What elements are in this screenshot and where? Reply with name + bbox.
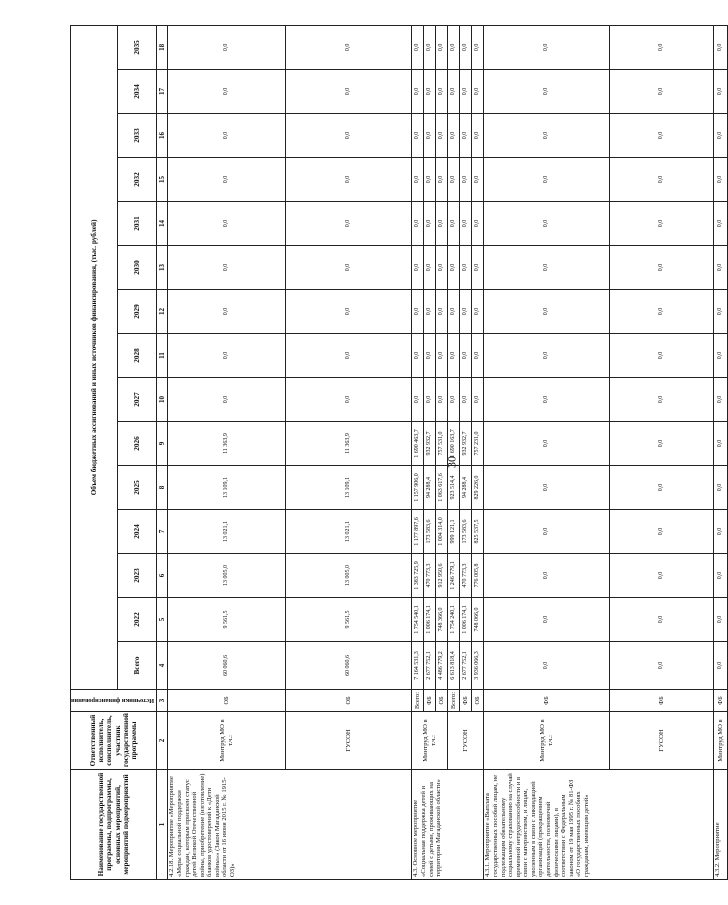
amount-year: 0,0 <box>484 466 610 510</box>
amount-year: 0,0 <box>412 25 424 69</box>
amount-year: 1 177 897,6 <box>412 510 424 554</box>
column-index: 9 <box>157 422 168 466</box>
amount-year: 748 066,0 <box>472 598 484 642</box>
column-index: 12 <box>157 290 168 334</box>
amount-year: 0,0 <box>714 290 728 334</box>
amount-year: 0,0 <box>484 378 610 422</box>
header-source: Источники финансирования <box>71 690 157 712</box>
amount-year: 0,0 <box>472 70 484 114</box>
amount-year: 0,0 <box>286 114 412 158</box>
header-year: 2028 <box>117 334 157 378</box>
header-total: Всего <box>117 642 157 690</box>
column-index: 1 <box>157 770 168 880</box>
financing-table <box>70 25 728 880</box>
amount-total: 60 060,6 <box>168 642 286 690</box>
amount-year: 0,0 <box>460 378 472 422</box>
amount-year: 999 121,1 <box>448 510 460 554</box>
amount-year: 0,0 <box>424 202 436 246</box>
amount-year: 0,0 <box>448 202 460 246</box>
amount-year: 0,0 <box>424 334 436 378</box>
amount-year: 0,0 <box>714 114 728 158</box>
amount-year: 1 246 779,1 <box>448 554 460 598</box>
amount-year: 825 537,5 <box>472 510 484 554</box>
amount-year: 0,0 <box>436 378 448 422</box>
responsible-executor: Минтруд МО в т.ч.: <box>412 712 448 770</box>
amount-year: 0,0 <box>484 290 610 334</box>
amount-year: 0,0 <box>714 334 728 378</box>
amount-year: 13 005,0 <box>286 554 412 598</box>
measure-name: 4.2.18. Мероприятие «Мероприятие «Меры социальной поддержки граждан, которым присвоен статус детей Великой Отечественной войны, приобретение (изготовление) бланков удостоверений к «Дети войны»» (Закон Магаданской области от 16 июня 2015 г. № 1915-ОЗ)» <box>168 770 412 880</box>
amount-year: 0,0 <box>472 378 484 422</box>
amount-total: 6 613 818,4 <box>448 642 460 690</box>
amount-year: 0,0 <box>472 25 484 69</box>
amount-year: 0,0 <box>714 422 728 466</box>
amount-total: 0,0 <box>714 642 728 690</box>
amount-year: 0,0 <box>424 378 436 422</box>
amount-year: 829 226,0 <box>472 466 484 510</box>
responsible-executor: Минтруд МО в т.ч.: <box>484 712 610 770</box>
table-row <box>168 25 286 879</box>
column-index: 6 <box>157 554 168 598</box>
funding-source: Всего: <box>448 690 460 712</box>
column-index: 18 <box>157 25 168 69</box>
amount-year: 0,0 <box>460 25 472 69</box>
amount-year: 0,0 <box>460 114 472 158</box>
amount-year: 1 754 240,1 <box>448 598 460 642</box>
amount-year: 0,0 <box>286 202 412 246</box>
amount-year: 13 109,1 <box>286 466 412 510</box>
funding-source: ОБ <box>436 690 448 712</box>
amount-year: 173 583,6 <box>460 510 472 554</box>
column-index: 17 <box>157 70 168 114</box>
amount-year: 0,0 <box>714 554 728 598</box>
amount-year: 0,0 <box>472 334 484 378</box>
amount-year: 0,0 <box>412 290 424 334</box>
amount-year: 0,0 <box>484 114 610 158</box>
amount-year: 0,0 <box>286 70 412 114</box>
funding-source: Всего: <box>412 690 424 712</box>
amount-year: 0,0 <box>424 158 436 202</box>
responsible-executor: ГУСОН <box>286 712 412 770</box>
amount-year: 912 950,6 <box>436 554 448 598</box>
amount-year: 0,0 <box>436 114 448 158</box>
amount-year: 0,0 <box>610 114 714 158</box>
amount-year: 0,0 <box>610 554 714 598</box>
amount-year: 11 363,9 <box>168 422 286 466</box>
amount-year: 0,0 <box>484 202 610 246</box>
amount-year: 0,0 <box>714 246 728 290</box>
amount-year: 0,0 <box>436 70 448 114</box>
amount-year: 0,0 <box>460 334 472 378</box>
amount-year: 0,0 <box>484 25 610 69</box>
amount-year: 1 157 906,0 <box>412 466 424 510</box>
header-responsible: Ответственный исполнитель, соисполнитель, участник государственной программы <box>71 712 157 770</box>
responsible-executor: Минтруд МО в т.ч.: <box>168 712 286 770</box>
amount-year: 1 063 617,6 <box>436 466 448 510</box>
amount-year: 0,0 <box>168 246 286 290</box>
amount-year: 0,0 <box>448 70 460 114</box>
amount-year: 0,0 <box>472 290 484 334</box>
amount-year: 0,0 <box>472 202 484 246</box>
amount-year: 0,0 <box>424 70 436 114</box>
amount-year: 0,0 <box>714 510 728 554</box>
amount-year: 1 754 540,1 <box>412 598 424 642</box>
amount-year: 0,0 <box>412 202 424 246</box>
amount-year: 0,0 <box>484 158 610 202</box>
amount-total: 2 677 752,1 <box>460 642 472 690</box>
amount-year: 1 006 174,1 <box>460 598 472 642</box>
amount-year: 0,0 <box>714 25 728 69</box>
header-year: 2022 <box>117 598 157 642</box>
funding-source: ОБ <box>168 690 286 712</box>
amount-year: 0,0 <box>436 25 448 69</box>
header-year: 2029 <box>117 290 157 334</box>
amount-total: 7 164 531,3 <box>412 642 424 690</box>
amount-year: 0,0 <box>484 422 610 466</box>
amount-year: 0,0 <box>168 202 286 246</box>
amount-year: 0,0 <box>484 246 610 290</box>
amount-year: 776 005,8 <box>472 554 484 598</box>
table-row <box>448 25 460 879</box>
column-index: 3 <box>157 690 168 712</box>
amount-year: 0,0 <box>412 158 424 202</box>
amount-year: 0,0 <box>610 290 714 334</box>
amount-year: 0,0 <box>168 158 286 202</box>
amount-year: 11 363,9 <box>286 422 412 466</box>
header-year: 2023 <box>117 554 157 598</box>
amount-year: 748 366,0 <box>436 598 448 642</box>
amount-year: 94 288,4 <box>424 466 436 510</box>
amount-year: 0,0 <box>168 334 286 378</box>
amount-year: 13 005,0 <box>168 554 286 598</box>
amount-year: 0,0 <box>714 158 728 202</box>
amount-year: 0,0 <box>610 334 714 378</box>
amount-year: 0,0 <box>448 158 460 202</box>
measure-name: 4.3.1. Мероприятие «Выплата государственных пособий лицам, не подлежащим обязательному социальному страхованию на случай временной нетрудоспособности и в связи с материнством, и лицам, уволенным в связи с ликвидацией организаций (прекращением деятельности, полномочий физическими лицами), в соответствии с Федеральным законом от 19 мая 1995 г. № 81-ФЗ «О государственных пособиях гражданам, имеющим детей» <box>484 770 714 880</box>
amount-year: 0,0 <box>286 334 412 378</box>
amount-year: 0,0 <box>460 70 472 114</box>
funding-source: ФБ <box>424 690 436 712</box>
amount-year: 0,0 <box>484 510 610 554</box>
amount-year: 94 288,4 <box>460 466 472 510</box>
header-volume: Объем бюджетных ассигнований и иных источников финансирования, (тыс. рублей) <box>71 25 118 689</box>
amount-year: 0,0 <box>424 25 436 69</box>
column-index: 13 <box>157 246 168 290</box>
amount-year: 0,0 <box>610 202 714 246</box>
column-index: 16 <box>157 114 168 158</box>
amount-year: 1 690 463,7 <box>412 422 424 466</box>
amount-total: 2 677 752,1 <box>424 642 436 690</box>
amount-year: 13 021,1 <box>168 510 286 554</box>
amount-year: 0,0 <box>610 510 714 554</box>
amount-year: 1 004 314,0 <box>436 510 448 554</box>
amount-year: 0,0 <box>472 246 484 290</box>
amount-year: 0,0 <box>436 202 448 246</box>
amount-year: 0,0 <box>484 598 610 642</box>
table-row <box>286 25 412 879</box>
amount-year: 9 561,5 <box>168 598 286 642</box>
header-year: 2031 <box>117 202 157 246</box>
responsible-executor: ГУСОН <box>610 712 714 770</box>
amount-year: 0,0 <box>472 158 484 202</box>
amount-year: 0,0 <box>714 466 728 510</box>
amount-year: 0,0 <box>460 246 472 290</box>
table-row <box>610 25 714 879</box>
funding-source: ФБ <box>714 690 728 712</box>
column-index: 10 <box>157 378 168 422</box>
amount-year: 173 583,6 <box>424 510 436 554</box>
amount-year: 932 932,7 <box>424 422 436 466</box>
amount-year: 470 773,3 <box>460 554 472 598</box>
amount-year: 0,0 <box>412 334 424 378</box>
amount-year: 0,0 <box>436 290 448 334</box>
funding-source: ФБ <box>484 690 610 712</box>
column-index: 4 <box>157 642 168 690</box>
landscape-page <box>70 30 725 880</box>
amount-year: 0,0 <box>714 598 728 642</box>
amount-total: 0,0 <box>610 642 714 690</box>
amount-year: 0,0 <box>448 290 460 334</box>
amount-year: 0,0 <box>168 25 286 69</box>
column-index: 7 <box>157 510 168 554</box>
amount-year: 0,0 <box>436 246 448 290</box>
amount-year: 0,0 <box>448 334 460 378</box>
header-year: 2025 <box>117 466 157 510</box>
amount-year: 0,0 <box>286 158 412 202</box>
amount-year: 0,0 <box>610 25 714 69</box>
header-year: 2024 <box>117 510 157 554</box>
amount-year: 470 773,3 <box>424 554 436 598</box>
amount-year: 0,0 <box>472 114 484 158</box>
amount-year: 0,0 <box>168 114 286 158</box>
amount-year: 0,0 <box>714 378 728 422</box>
amount-year: 0,0 <box>286 25 412 69</box>
header-name: Наименование государственной программы, подпрограммы, основных мероприятий, мероприятий подмероприятий <box>71 770 157 880</box>
amount-year: 1 690 163,7 <box>448 422 460 466</box>
amount-year: 0,0 <box>610 246 714 290</box>
amount-year: 0,0 <box>610 378 714 422</box>
amount-year: 923 514,4 <box>448 466 460 510</box>
amount-year: 0,0 <box>460 158 472 202</box>
measure-name: 4.3. Основное мероприятие «Социальная поддержка детей и семей с детьми, проживающих на территории Магаданской области» <box>412 770 484 880</box>
amount-total: 0,0 <box>484 642 610 690</box>
amount-year: 0,0 <box>412 70 424 114</box>
amount-year: 0,0 <box>610 466 714 510</box>
amount-total: 4 486 779,2 <box>436 642 448 690</box>
amount-year: 0,0 <box>448 378 460 422</box>
amount-year: 0,0 <box>448 246 460 290</box>
amount-year: 0,0 <box>484 70 610 114</box>
amount-year: 0,0 <box>714 70 728 114</box>
column-index: 8 <box>157 466 168 510</box>
amount-year: 0,0 <box>610 70 714 114</box>
table-row <box>714 25 728 879</box>
amount-year: 0,0 <box>286 290 412 334</box>
funding-source: ФБ <box>610 690 714 712</box>
amount-year: 0,0 <box>610 598 714 642</box>
column-index: 15 <box>157 158 168 202</box>
amount-year: 0,0 <box>424 290 436 334</box>
amount-year: 0,0 <box>484 334 610 378</box>
amount-year: 9 561,5 <box>286 598 412 642</box>
amount-year: 0,0 <box>448 114 460 158</box>
amount-year: 757 231,0 <box>472 422 484 466</box>
column-index: 2 <box>157 712 168 770</box>
amount-year: 13 109,1 <box>168 466 286 510</box>
amount-year: 0,0 <box>168 70 286 114</box>
amount-year: 0,0 <box>412 378 424 422</box>
amount-year: 0,0 <box>412 114 424 158</box>
table-row <box>484 25 610 879</box>
header-year: 2030 <box>117 246 157 290</box>
amount-year: 0,0 <box>286 378 412 422</box>
header-year: 2027 <box>117 378 157 422</box>
measure-name: 4.3.2. Мероприятие <box>714 770 728 880</box>
column-index: 14 <box>157 202 168 246</box>
amount-year: 0,0 <box>460 290 472 334</box>
page-number: 30 <box>444 456 459 468</box>
amount-year: 932 932,7 <box>460 422 472 466</box>
funding-source: ОБ <box>472 690 484 712</box>
amount-year: 0,0 <box>460 202 472 246</box>
header-year: 2035 <box>117 25 157 69</box>
header-year: 2032 <box>117 158 157 202</box>
rotated-table-wrapper <box>70 30 725 880</box>
header-year: 2033 <box>117 114 157 158</box>
amount-year: 0,0 <box>424 246 436 290</box>
funding-source: ФБ <box>460 690 472 712</box>
amount-total: 3 936 066,3 <box>472 642 484 690</box>
amount-year: 0,0 <box>436 158 448 202</box>
amount-year: 0,0 <box>714 202 728 246</box>
amount-year: 0,0 <box>448 25 460 69</box>
header-year: 2026 <box>117 422 157 466</box>
amount-year: 0,0 <box>286 246 412 290</box>
amount-year: 0,0 <box>424 114 436 158</box>
amount-year: 1 006 174,1 <box>424 598 436 642</box>
amount-year: 0,0 <box>168 290 286 334</box>
column-index: 5 <box>157 598 168 642</box>
column-index: 11 <box>157 334 168 378</box>
amount-year: 0,0 <box>412 246 424 290</box>
amount-year: 0,0 <box>484 554 610 598</box>
funding-source: ОБ <box>286 690 412 712</box>
amount-year: 1 383 725,9 <box>412 554 424 598</box>
responsible-executor: Минтруд МО в <box>714 712 728 770</box>
amount-year: 0,0 <box>610 158 714 202</box>
table-row <box>412 25 424 879</box>
amount-total: 60 060,6 <box>286 642 412 690</box>
responsible-executor: ГУСОН <box>448 712 484 770</box>
amount-year: 0,0 <box>436 334 448 378</box>
amount-year: 0,0 <box>610 422 714 466</box>
amount-year: 757 531,0 <box>436 422 448 466</box>
header-year: 2034 <box>117 70 157 114</box>
amount-year: 0,0 <box>168 378 286 422</box>
amount-year: 13 021,1 <box>286 510 412 554</box>
